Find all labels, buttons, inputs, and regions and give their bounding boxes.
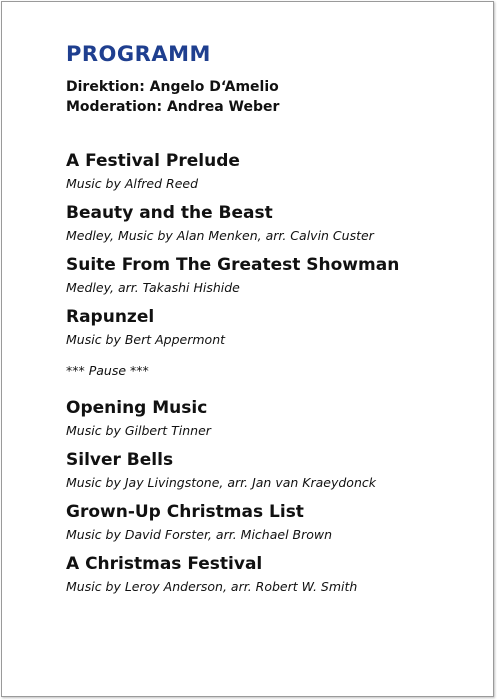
programme-item: [66, 551, 476, 597]
programme-item: [66, 395, 476, 441]
piece-credits: Music by Bert Appermont: [66, 332, 226, 347]
programme-item: [66, 200, 476, 246]
piece-title: A Christmas Festival: [66, 554, 263, 574]
piece-title: Silver Bells: [66, 450, 174, 470]
piece-credits: Music by Gilbert Tinner: [66, 423, 211, 438]
piece-credits: Medley, arr. Takashi Hishide: [66, 280, 240, 295]
programme-item: [66, 148, 476, 194]
credit-direction: Direktion: Angelo D‘Amelio: [66, 79, 279, 95]
page-content: [66, 40, 476, 603]
programme-item: [66, 447, 476, 493]
document-page: [1, 1, 494, 697]
piece-title: Rapunzel: [66, 307, 155, 327]
piece-title: A Festival Prelude: [66, 151, 240, 171]
piece-title: Beauty and the Beast: [66, 203, 273, 223]
piece-title: Opening Music: [66, 398, 208, 418]
piece-credits: Music by Leroy Anderson, arr. Robert W. Smith: [66, 579, 358, 594]
piece-credits: Medley, Music by Alan Menken, arr. Calvin Custer: [66, 228, 374, 243]
piece-title: Grown-Up Christmas List: [66, 502, 304, 522]
piece-credits: Music by David Forster, arr. Michael Brown: [66, 527, 333, 542]
piece-title: Suite From The Greatest Showman: [66, 255, 400, 275]
piece-credits: Music by Jay Livingstone, arr. Jan van Kraeydonck: [66, 475, 376, 490]
credits-block: [66, 77, 476, 117]
pause-label: *** Pause ***: [66, 363, 149, 378]
programme-list: [66, 148, 476, 597]
programme-item: [66, 252, 476, 298]
page-title: PROGRAMM: [66, 42, 211, 66]
piece-credits: Music by Alfred Reed: [66, 176, 199, 191]
credit-moderation: Moderation: Andrea Weber: [66, 99, 280, 115]
programme-item: [66, 304, 476, 350]
programme-item: [66, 499, 476, 545]
